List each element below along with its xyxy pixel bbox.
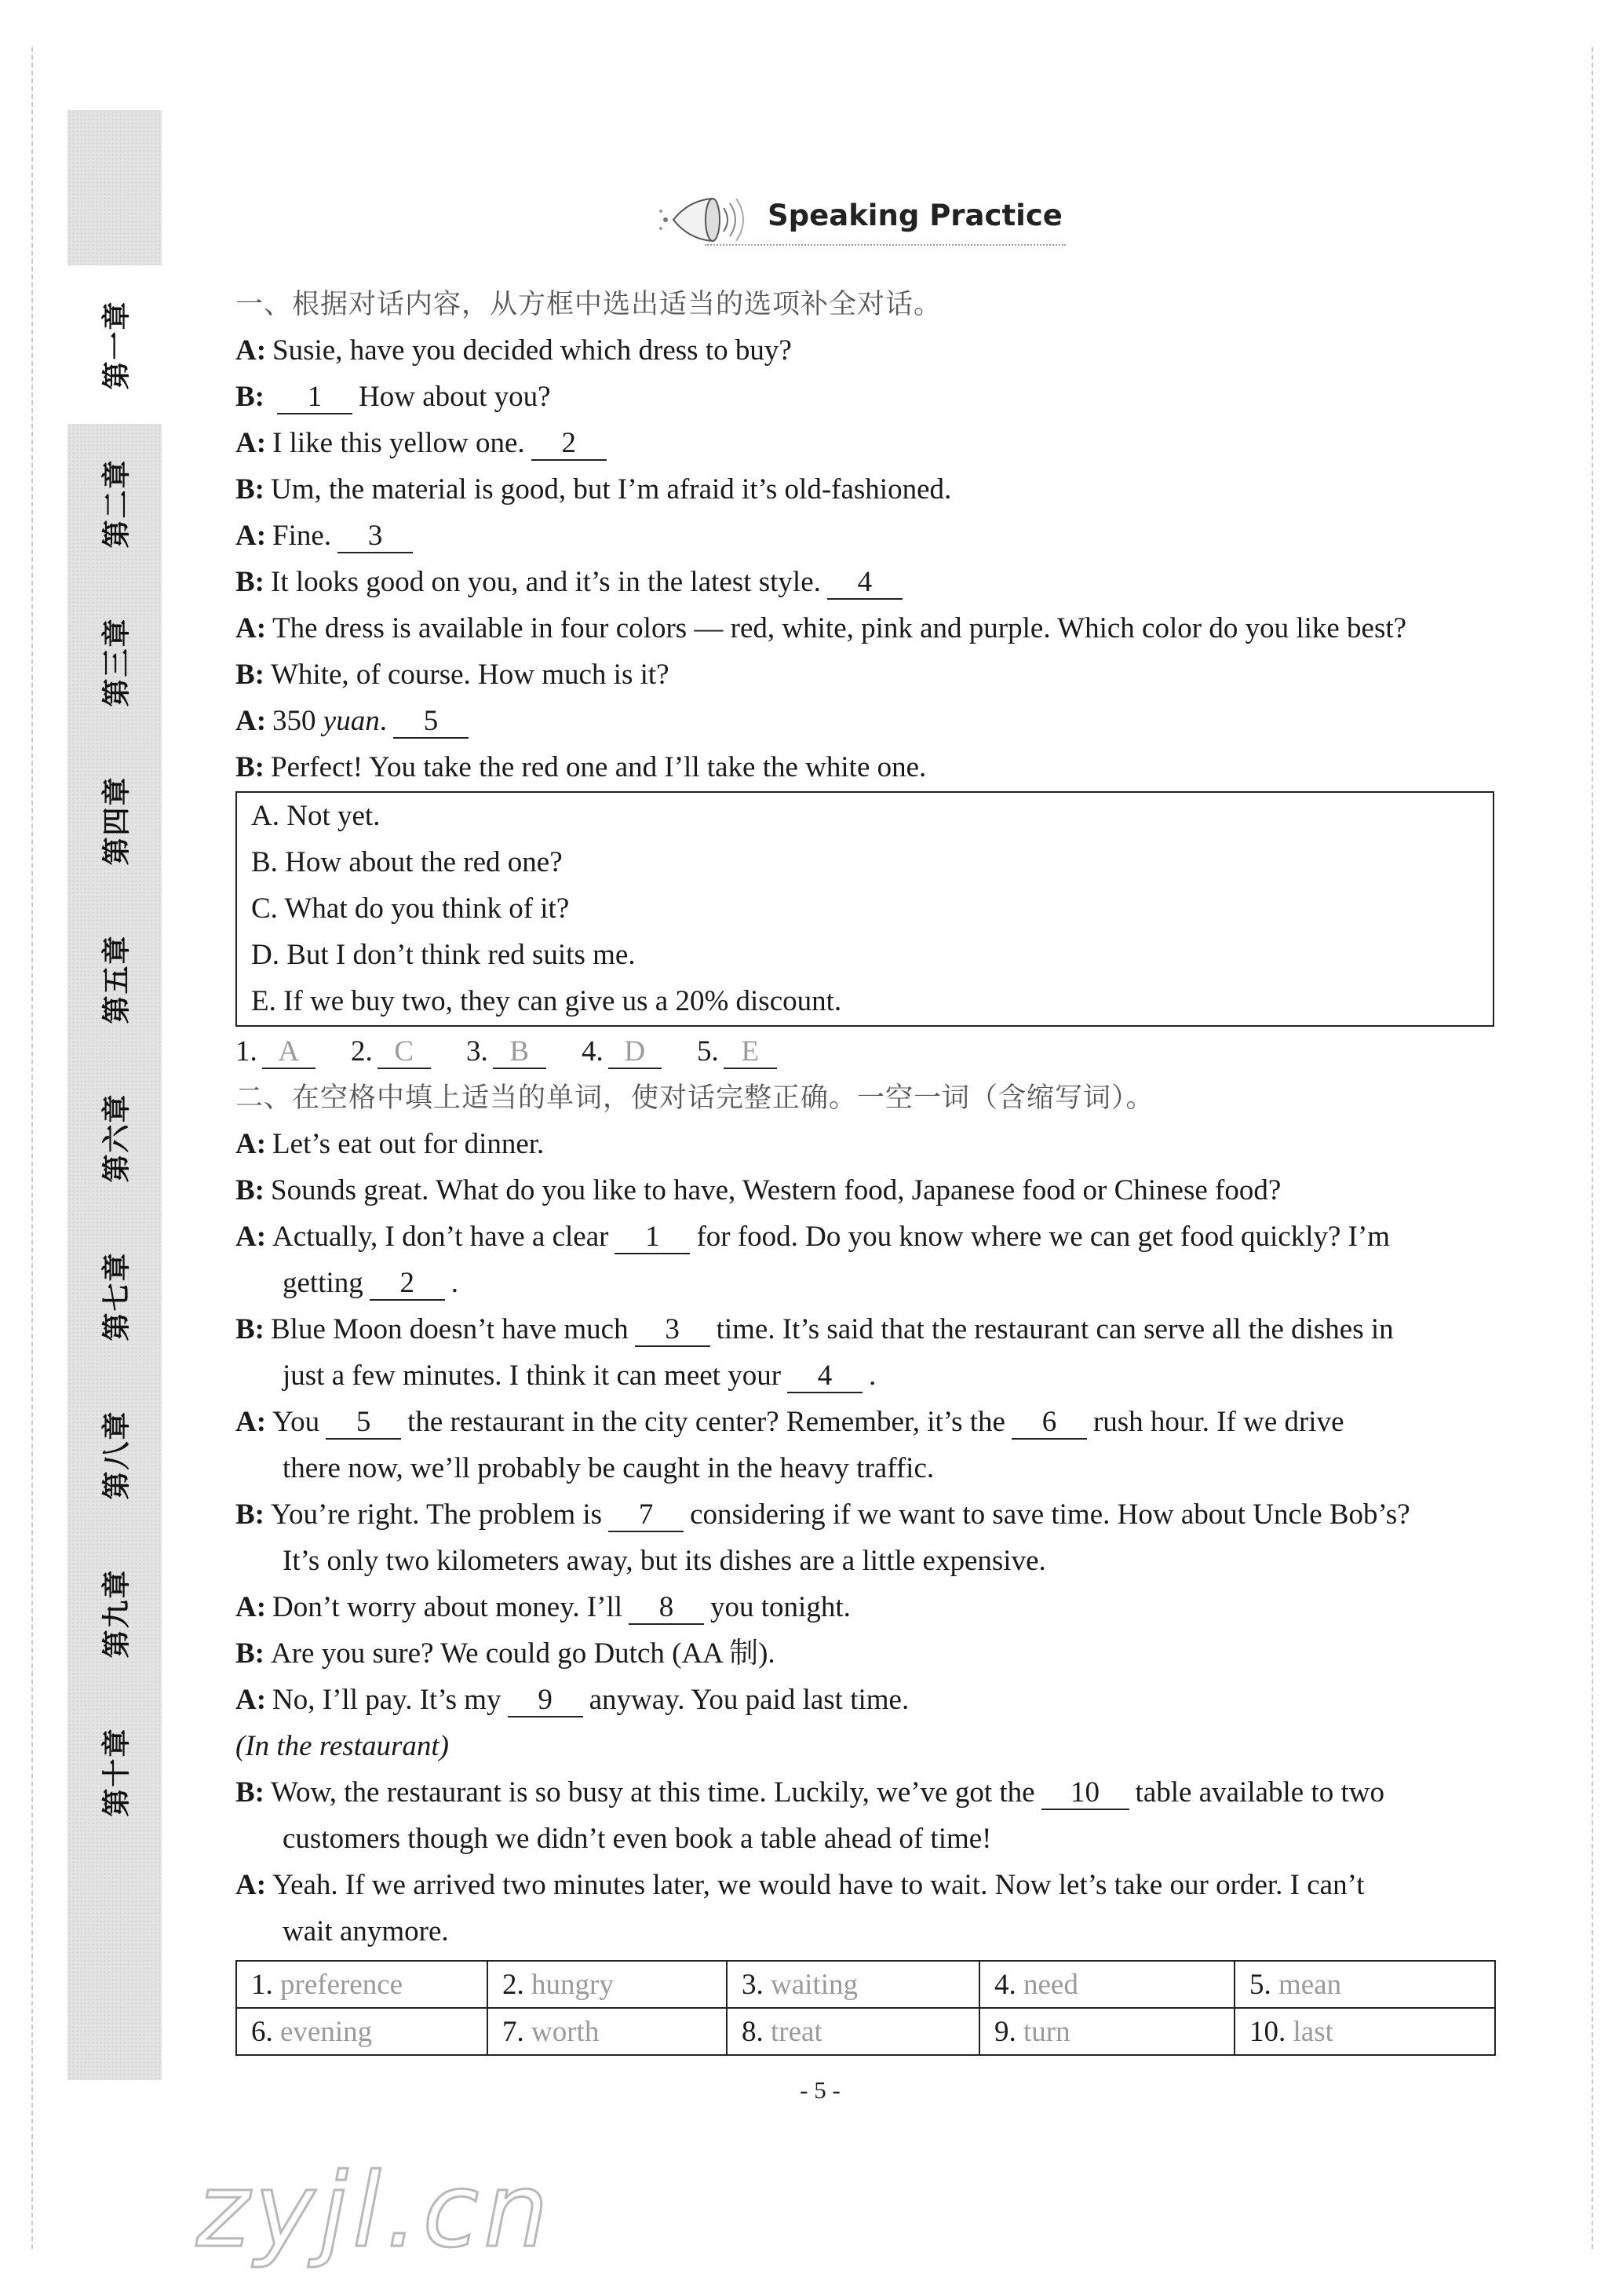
chapter-tab-8[interactable]: 第八章 xyxy=(100,1409,133,1500)
dialogue-line: B: You’re right. The problem is 7 considering if we want to save time. How about Uncle Bob’s? xyxy=(235,1498,1410,1531)
dialogue-line: It’s only two kilometers away, but its dishes are a little expensive. xyxy=(283,1545,1046,1577)
section-header xyxy=(658,192,1066,247)
chapter-tab-2[interactable]: 第二章 xyxy=(100,458,133,549)
table-cell: 8. treat xyxy=(727,2008,979,2055)
blank-1[interactable]: 1 xyxy=(277,381,352,414)
dialogue-line: A: Fine. 3 xyxy=(235,517,419,556)
answer-blank[interactable]: A xyxy=(262,1036,315,1069)
dialogue-line: B: Are you sure? We could go Dutch (AA 制). xyxy=(235,1637,775,1670)
answer-item: 1. A xyxy=(235,1035,320,1068)
answer-blank[interactable]: C xyxy=(377,1036,431,1069)
table-cell: 1. preference xyxy=(236,1961,487,2008)
blank-5[interactable]: 5 xyxy=(393,706,469,739)
chapter-tab-4[interactable]: 第四章 xyxy=(100,775,133,866)
dialogue-line: A: Let’s eat out for dinner. xyxy=(235,1128,545,1160)
answer-item: 3. B xyxy=(466,1035,551,1068)
blank-3[interactable]: 3 xyxy=(337,520,413,553)
dialogue-line: A: The dress is available in four colors — red, white, pink and purple. Which color do you like best? xyxy=(235,612,1407,644)
dialogue-line: A: Don’t worry about money. I’ll 8 you tonight. xyxy=(235,1591,851,1623)
option-c: C. What do you think of it? xyxy=(251,892,570,925)
table-row xyxy=(236,1961,1495,2008)
blank-4[interactable]: 4 xyxy=(787,1360,863,1393)
answer-table xyxy=(235,1960,1496,2056)
dialogue-line: A: No, I’ll pay. It’s my 9 anyway. You paid last time. xyxy=(235,1684,910,1716)
dialogue-line: A: I like this yellow one. 2 xyxy=(235,424,613,463)
answer-row xyxy=(235,1032,805,1071)
table-cell: 3. waiting xyxy=(727,1961,979,2008)
header-divider xyxy=(705,244,1066,246)
stage-direction: (In the restaurant) xyxy=(235,1730,449,1762)
answer-item: 5. E xyxy=(697,1035,782,1068)
table-cell: 10. last xyxy=(1235,2008,1495,2055)
answer-blank[interactable]: E xyxy=(724,1036,777,1069)
section1-title: 一、根据对话内容，从方框中选出适当的选项补全对话。 xyxy=(235,289,943,320)
chapter-tab-1[interactable]: 第一章 xyxy=(67,265,162,424)
dialogue-line: getting 2 . xyxy=(283,1267,459,1299)
chapter-tab-strip xyxy=(67,110,162,2080)
dialogue-line: B: Um, the material is good, but I’m afraid it’s old-fashioned. xyxy=(235,473,952,506)
dialogue-line: A: Actually, I don’t have a clear 1 for food. Do you know where we can get food quickly? I’m xyxy=(235,1221,1391,1253)
answer-blank[interactable]: D xyxy=(608,1036,662,1069)
dialogue-line: B: White, of course. How much is it? xyxy=(235,659,669,691)
blank-10[interactable]: 10 xyxy=(1041,1777,1129,1810)
answer-item: 4. D xyxy=(582,1035,666,1068)
page-number: - 5 - xyxy=(800,2076,841,2104)
table-cell: 5. mean xyxy=(1235,1961,1495,2008)
dialogue-line: A: Yeah. If we arrived two minutes later, we would have to wait. Now let’s take our order. I can’t xyxy=(235,1869,1365,1901)
chapter-tab-3[interactable]: 第三章 xyxy=(100,616,133,707)
dialogue-line: B: Wow, the restaurant is so busy at this time. Luckily, we’ve got the 10 table available to two xyxy=(235,1776,1385,1809)
dialogue-line: A: You 5 the restaurant in the city center? Remember, it’s the 6 rush hour. If we drive xyxy=(235,1406,1344,1438)
table-cell: 4. need xyxy=(979,1961,1235,2008)
blank-7[interactable]: 7 xyxy=(608,1499,684,1532)
dialogue-line: B: Perfect! You take the red one and I’ll take the white one. xyxy=(235,751,927,783)
blank-8[interactable]: 8 xyxy=(629,1592,704,1625)
chapter-tab-5[interactable]: 第五章 xyxy=(100,933,133,1024)
blank-4[interactable]: 4 xyxy=(827,567,903,600)
blank-9[interactable]: 9 xyxy=(508,1685,583,1717)
dialogue-line: A: 350 yuan. 5 xyxy=(235,702,475,741)
dialogue-line: A: Susie, have you decided which dress to buy? xyxy=(235,334,792,367)
blank-1[interactable]: 1 xyxy=(615,1221,690,1254)
dialogue-line: B: Sounds great. What do you like to have, Western food, Japanese food or Chinese food? xyxy=(235,1174,1282,1206)
table-cell: 2. hungry xyxy=(487,1961,727,2008)
page-edge-line xyxy=(1592,47,1593,2249)
option-d: D. But I don’t think red suits me. xyxy=(251,939,636,971)
blank-3[interactable]: 3 xyxy=(635,1314,710,1347)
options-box xyxy=(235,791,1494,1027)
dialogue-line: customers though we didn’t even book a table ahead of time! xyxy=(283,1823,992,1855)
dialogue-line: B: 1 How about you? xyxy=(235,381,551,413)
dialogue-line: wait anymore. xyxy=(283,1915,449,1947)
blank-6[interactable]: 6 xyxy=(1012,1407,1087,1440)
answer-blank[interactable]: B xyxy=(493,1036,546,1069)
page-edge-line xyxy=(31,47,33,2249)
dialogue-line: B: It looks good on you, and it’s in the latest style. 4 xyxy=(235,563,909,602)
section2-title: 二、在空格中填上适当的单词，使对话完整正确。一空一词（含缩写词）。 xyxy=(235,1082,1154,1114)
blank-5[interactable]: 5 xyxy=(326,1407,401,1440)
answer-item: 2. C xyxy=(351,1035,436,1068)
dialogue-line: B: Blue Moon doesn’t have much 3 time. It’s said that the restaurant can serve all the dishes in xyxy=(235,1313,1394,1345)
chapter-tab-7[interactable]: 第七章 xyxy=(100,1250,133,1341)
option-e: E. If we buy two, they can give us a 20% discount. xyxy=(251,985,842,1017)
megaphone-icon xyxy=(658,192,752,247)
page-title: Speaking Practice xyxy=(768,199,1063,232)
option-b: B. How about the red one? xyxy=(251,846,563,878)
table-cell: 9. turn xyxy=(979,2008,1235,2055)
option-a: A. Not yet. xyxy=(251,800,381,832)
chapter-tab-9[interactable]: 第九章 xyxy=(100,1568,133,1659)
table-cell: 6. evening xyxy=(236,2008,487,2055)
table-cell: 7. worth xyxy=(487,2008,727,2055)
dialogue-line: there now, we’ll probably be caught in the heavy traffic. xyxy=(283,1452,935,1484)
watermark: zyjl.cn xyxy=(196,2151,553,2270)
blank-2[interactable]: 2 xyxy=(370,1268,445,1301)
table-row xyxy=(236,2008,1495,2055)
chapter-tab-6[interactable]: 第六章 xyxy=(100,1092,133,1183)
chapter-tab-10[interactable]: 第十章 xyxy=(100,1726,133,1817)
blank-2[interactable]: 2 xyxy=(531,428,607,461)
dialogue-line: just a few minutes. I think it can meet your 4 . xyxy=(283,1360,877,1392)
